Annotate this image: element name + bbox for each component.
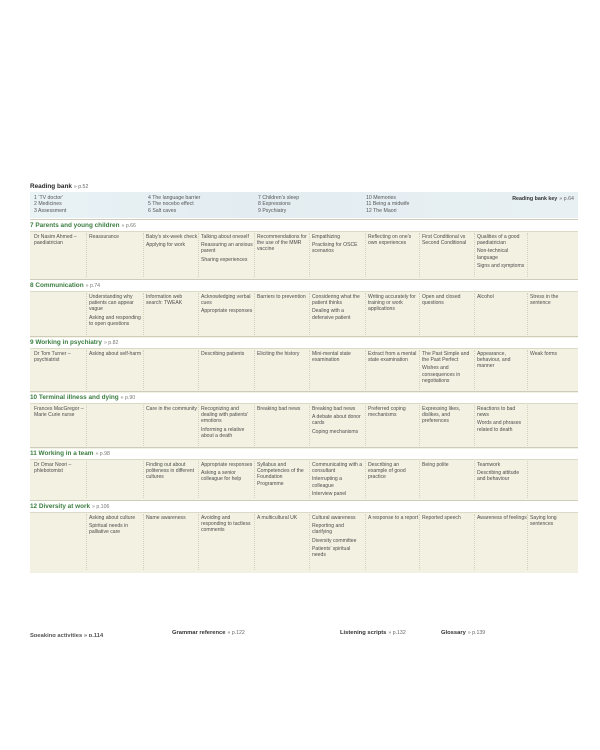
unit-cell — [89, 234, 143, 242]
reading-bank-item: 3 Assessment — [34, 207, 67, 214]
unit-cell — [201, 406, 254, 441]
cell-entry: Interrupting a colleague — [312, 476, 343, 489]
cell-entry: Reassuring an anxious parent — [201, 242, 253, 255]
unit-cell — [89, 294, 143, 329]
unit-heading — [30, 394, 135, 401]
cell-entry: Breaking bad news — [257, 406, 301, 412]
unit-cell — [530, 351, 576, 359]
cell-entry: Empathizing — [312, 234, 341, 240]
column-separator — [143, 350, 144, 390]
unit-heading — [30, 503, 109, 510]
column-separator — [365, 350, 366, 390]
reading-bank-item: 6 Salt caves — [148, 207, 177, 214]
footer-speaking-activities — [30, 632, 120, 637]
reading-bank-item: 2 Medicines — [34, 201, 62, 208]
unit-cell — [312, 351, 365, 365]
unit-cell — [477, 351, 527, 372]
unit-cell — [201, 294, 254, 317]
unit-divider — [30, 279, 578, 280]
cell-entry: Appropriate responses — [201, 308, 253, 315]
unit-cell — [530, 515, 576, 529]
cell-entry: Reassurance — [89, 234, 120, 240]
column-separator — [254, 293, 255, 335]
unit-cell — [201, 351, 254, 359]
footer-link — [172, 630, 245, 636]
footer-link-label: Glossary — [441, 630, 466, 636]
cell-entry: Syllabus and Competencies of the Foundation Programme — [257, 462, 304, 487]
column-separator — [198, 461, 199, 498]
reading-bank-item: 1 ‘TV doctor’ — [34, 195, 64, 201]
column-separator — [527, 461, 528, 498]
cell-entry: Informing a relative about a death — [201, 426, 245, 439]
column-separator — [143, 514, 144, 570]
unit-cell — [368, 406, 419, 420]
cell-entry: Applying for work — [146, 242, 186, 249]
cell-entry: Name awareness — [146, 515, 186, 521]
column-separator — [309, 233, 310, 277]
unit-divider — [30, 391, 578, 392]
cell-entry: Teamwork — [477, 462, 501, 468]
cell-entry: Care in the community — [146, 406, 197, 412]
column-separator — [365, 514, 366, 570]
cell-entry: A multicultural UK — [257, 515, 298, 521]
column-separator — [365, 293, 366, 335]
cell-entry: Avoiding and responding to tactless comments — [201, 515, 251, 534]
cell-entry: Wishes and consequences in negotiations — [422, 365, 461, 384]
reading-bank-key-label: Reading bank key — [512, 196, 558, 202]
column-separator — [143, 293, 144, 335]
cell-entry: Coping mechanisms — [312, 428, 359, 435]
cell-entry: Recognizing and dealing with patients’ emotions — [201, 406, 249, 425]
cell-entry: Talking about oneself — [201, 234, 249, 240]
unit-cell — [312, 234, 365, 257]
unit-cell — [257, 234, 309, 255]
unit-title: 8 Communication — [30, 282, 84, 289]
reading-bank-heading — [30, 183, 88, 190]
cell-entry: Interview panel — [312, 490, 347, 497]
column-separator — [254, 405, 255, 446]
reading-bank-column — [366, 195, 409, 214]
unit-cell — [257, 406, 309, 414]
cell-entry: Reported speech — [422, 515, 461, 521]
column-separator — [86, 293, 87, 335]
column-separator — [527, 293, 528, 335]
cell-entry: Asking a senior colleague for help — [201, 470, 242, 483]
reading-bank-column — [258, 195, 299, 214]
cell-entry: Breaking bad news — [312, 406, 356, 412]
cell-entry: Reflecting on one’s own experiences — [368, 234, 412, 247]
unit-cell — [422, 462, 474, 470]
column-separator — [474, 293, 475, 335]
cell-entry: Describing attitude and behaviour — [477, 470, 520, 483]
cell-entry: Finding out about politeness in different cultures — [146, 462, 195, 481]
cell-entry: Extract from a mental state examination — [368, 351, 417, 364]
reading-bank-column — [148, 195, 200, 214]
footer-link-page: » p.132 — [388, 630, 406, 636]
reading-bank-item: 8 Expressions — [258, 201, 291, 208]
unit-cell — [477, 234, 527, 271]
column-separator — [309, 293, 310, 335]
footer-link-label: Listening scripts — [340, 630, 387, 636]
unit-cell — [257, 515, 309, 523]
unit-cell — [368, 351, 419, 365]
cell-entry: Preferred coping mechanisms — [368, 406, 406, 419]
unit-cell — [146, 406, 198, 414]
unit-cell — [422, 351, 474, 386]
cell-entry: Appearance, behaviour, and manner — [477, 351, 511, 370]
cell-entry: Describing an example of good practice — [368, 462, 406, 481]
cell-entry: Dr Omar Noori – phlebotomist — [34, 462, 72, 475]
column-separator — [309, 461, 310, 498]
column-separator — [419, 233, 420, 277]
column-separator — [527, 405, 528, 446]
unit-cell — [422, 406, 474, 427]
footer-link — [441, 630, 485, 636]
cell-entry: Non-technical language — [477, 248, 509, 261]
cell-entry: Appropriate responses — [201, 462, 253, 468]
unit-cell — [312, 462, 365, 499]
cell-entry: Awareness of feelings — [477, 515, 527, 521]
unit-cell — [477, 462, 527, 485]
cell-entry: Considering what the patient thinks — [312, 294, 360, 307]
unit-cell — [477, 515, 527, 523]
column-separator — [365, 233, 366, 277]
reading-bank-item: 7 Children’s sleep — [258, 195, 300, 201]
cell-entry: Asking about culture — [89, 515, 136, 521]
cell-entry: Dealing with a defensive patient — [312, 308, 351, 321]
unit-heading — [30, 339, 118, 346]
cell-entry: Dr Tom Turner – psychiatrist — [34, 351, 71, 364]
unit-cell — [146, 234, 198, 250]
unit-page: » p.98 — [95, 451, 110, 457]
unit-heading — [30, 222, 136, 229]
column-separator — [198, 293, 199, 335]
unit-cell — [368, 234, 419, 248]
cell-entry: Cultural awareness — [312, 515, 356, 521]
column-separator — [527, 514, 528, 570]
cell-entry: A response to a report — [368, 515, 419, 521]
footer-link-page: » p.139 — [467, 630, 486, 636]
unit-cell — [34, 351, 86, 365]
column-separator — [474, 350, 475, 390]
cell-entry: The Past Simple and the Past Perfect — [422, 351, 470, 364]
cell-entry: Stress in the sentence — [530, 294, 559, 307]
cell-entry: Eliciting the history — [257, 351, 300, 357]
unit-heading — [30, 450, 110, 457]
column-separator — [86, 350, 87, 390]
column-separator — [309, 514, 310, 570]
cell-entry: Dr Nasim Ahmed – paediatrician — [34, 234, 77, 247]
cell-entry: Qualities of a good paediatrician — [477, 234, 520, 247]
cell-entry: Frances MacGregor – Marie Curie nurse — [34, 406, 84, 419]
unit-cell — [201, 462, 254, 485]
reading-bank-item: 12 The Maori — [366, 207, 397, 214]
cell-entry: Mini-mental state examination — [312, 351, 351, 364]
unit-divider — [30, 219, 578, 220]
cell-entry: Reactions to bad news — [477, 406, 516, 419]
unit-cell — [257, 294, 309, 302]
unit-cell — [257, 462, 309, 489]
column-separator — [86, 233, 87, 277]
reading-bank-item: 10 Memories — [366, 195, 396, 201]
reading-bank-item: 4 The language barrier — [148, 195, 201, 201]
cell-entry: Signs and symptoms — [477, 262, 525, 269]
reading-bank-key — [512, 196, 574, 202]
unit-title: 10 Terminal illness and dying — [30, 394, 119, 401]
footer-link-page: » p.122 — [227, 630, 245, 636]
cell-entry: Acknowledging verbal cues — [201, 294, 251, 307]
unit-cell — [368, 462, 419, 483]
column-separator — [419, 350, 420, 390]
cell-entry: Being polite — [422, 462, 449, 468]
cell-entry: A debate about donor cards — [312, 414, 361, 427]
reading-bank-item: 11 Being a midwife — [366, 201, 410, 208]
unit-cell — [89, 515, 143, 538]
cell-entry: Communicating with a consultant — [312, 462, 363, 475]
unit-cell — [477, 406, 527, 435]
column-separator — [474, 405, 475, 446]
cell-entry: Asking about self-harm — [89, 351, 142, 357]
cell-entry: Sharing experiences — [201, 256, 248, 263]
cell-entry: First Conditional vs Second Conditional — [422, 234, 467, 247]
cell-entry: Baby’s six-week check — [146, 234, 198, 240]
unit-cell — [368, 294, 419, 315]
unit-cell — [146, 515, 198, 523]
cell-entry: Asking and responding to open questions — [89, 314, 141, 327]
unit-page: » p.106 — [92, 504, 110, 510]
cell-entry: Alcohol — [477, 294, 494, 300]
column-separator — [198, 233, 199, 277]
column-separator — [254, 233, 255, 277]
column-separator — [365, 461, 366, 498]
column-separator — [474, 514, 475, 570]
cell-entry: Spiritual needs in palliative care — [89, 523, 129, 536]
cell-entry: Writing accurately for training or work applications — [368, 294, 416, 313]
unit-title: 7 Parents and young children — [30, 222, 120, 229]
column-separator — [143, 405, 144, 446]
cell-entry: Open and closed questions — [422, 294, 461, 307]
column-separator — [198, 405, 199, 446]
footer-speaking-page: » p.114 — [83, 633, 104, 637]
column-separator — [143, 461, 144, 498]
unit-cell — [422, 294, 474, 308]
unit-cell — [34, 462, 86, 476]
unit-divider — [30, 500, 578, 501]
cell-entry: Patients’ spiritual needs — [312, 545, 351, 559]
cell-entry: Barriers to prevention — [257, 294, 306, 300]
unit-title: 9 Working in psychiatry — [30, 339, 102, 346]
unit-cell — [422, 515, 474, 523]
column-separator — [254, 514, 255, 570]
column-separator — [143, 233, 144, 277]
cell-entry: Saying long sentences — [530, 515, 557, 528]
unit-page: » p.82 — [103, 340, 119, 346]
column-separator — [365, 405, 366, 446]
unit-cell — [530, 294, 576, 308]
unit-cell — [34, 406, 86, 420]
column-separator — [419, 405, 420, 446]
column-separator — [419, 461, 420, 498]
cell-entry: Weak forms — [530, 351, 558, 357]
footer-link — [340, 630, 406, 636]
cell-entry: Information web search: TWEAK — [146, 294, 183, 307]
unit-cell — [89, 351, 143, 359]
unit-cell — [146, 462, 198, 483]
column-separator — [474, 233, 475, 277]
unit-page: » p.66 — [121, 223, 136, 229]
unit-cell — [201, 234, 254, 265]
reading-bank-column — [34, 195, 66, 214]
unit-page: » p.90 — [120, 395, 136, 401]
unit-title: 12 Diversity at work — [30, 503, 91, 510]
unit-cell — [34, 234, 86, 248]
reading-bank-title: Reading bank — [30, 183, 72, 190]
column-separator — [86, 461, 87, 498]
unit-cell — [146, 294, 198, 308]
column-separator — [309, 350, 310, 390]
column-separator — [419, 514, 420, 570]
reading-bank-item: 5 The nocebo effect — [148, 201, 194, 208]
cell-entry: Practising for OSCE scenarios — [312, 242, 358, 255]
column-separator — [254, 461, 255, 498]
unit-divider — [30, 447, 578, 448]
column-separator — [198, 350, 199, 390]
unit-divider — [30, 336, 578, 337]
column-separator — [86, 405, 87, 446]
unit-cell — [312, 406, 365, 437]
cell-entry: Recommendations for the use of the MMR vaccine — [257, 234, 307, 253]
cell-entry: Words and phrases related to death — [477, 420, 522, 433]
unit-cell — [312, 294, 365, 323]
footer-link-label: Grammar reference — [172, 630, 226, 636]
cell-entry: Diversity committee — [312, 537, 357, 544]
footer-speaking-label: Speaking activities — [30, 633, 83, 637]
unit-cell — [312, 515, 365, 560]
unit-page: » p.74 — [85, 283, 101, 289]
unit-cell — [422, 234, 474, 248]
column-separator — [198, 514, 199, 570]
column-separator — [419, 293, 420, 335]
column-separator — [527, 233, 528, 277]
cell-entry: Reporting and clarifying — [312, 523, 345, 536]
unit-heading — [30, 282, 100, 289]
column-separator — [309, 405, 310, 446]
column-separator — [254, 350, 255, 390]
unit-cell — [257, 351, 309, 359]
cell-entry: Describing patients — [201, 351, 245, 357]
cell-entry: Understanding why patients can appear vague — [89, 294, 134, 313]
unit-cell — [477, 294, 527, 302]
cell-entry: Expressing likes, dislikes, and preferences — [422, 406, 461, 425]
reading-bank-band — [30, 192, 578, 218]
column-separator — [86, 514, 87, 570]
reading-bank-page: » p.52 — [73, 184, 89, 190]
reading-bank-item: 9 Psychiatry — [258, 207, 287, 214]
unit-cell — [368, 515, 419, 523]
unit-cell — [201, 515, 254, 536]
column-separator — [474, 461, 475, 498]
reading-bank-key-page: » p.64 — [559, 196, 574, 202]
column-separator — [527, 350, 528, 390]
unit-title: 11 Working in a team — [30, 450, 94, 457]
